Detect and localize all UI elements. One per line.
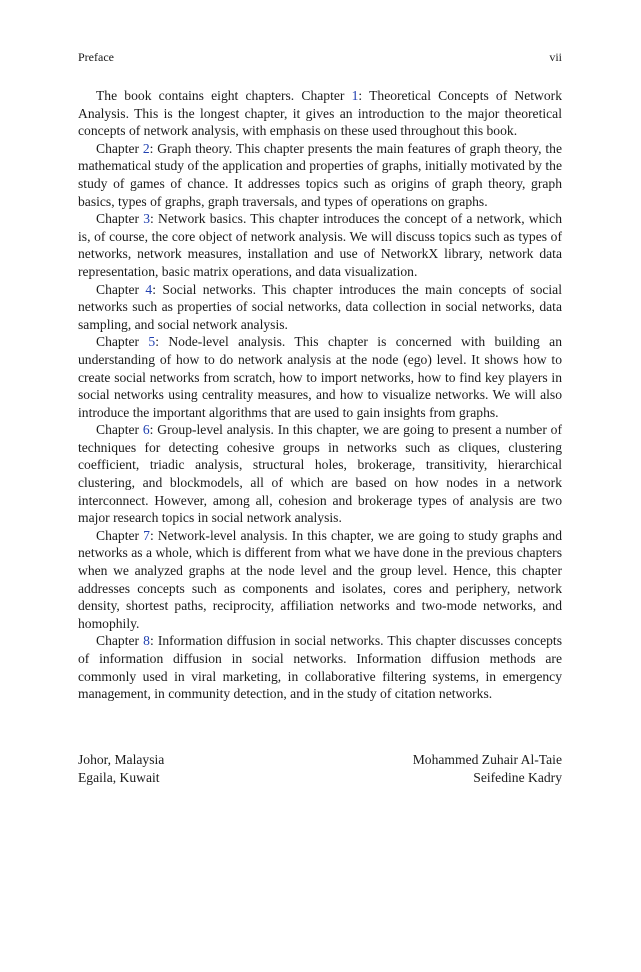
chapter-3-link[interactable]: 3 [143, 211, 151, 227]
section-title: Preface [78, 50, 114, 64]
paragraph-chapter-8 [78, 632, 562, 702]
paragraph-text: : Network-level analysis. In this chapter, we are going to study graphs and networks as a whole, which is different from what we have done in the previous chapters when we analyzed graphs at the node level and the group level. Hence, this chapter addresses concepts such as components and isolates, cores and periphery, network density, shortest paths, reciprocity, affiliation networks and two-mode networks, and homophily. [78, 527, 562, 631]
paragraph-prefix: Chapter [96, 140, 143, 156]
paragraph-text: : Network basics. This chapter introduces the concept of a network, which is, of course, the core object of network analysis. We will discuss topics such as types of networks, network measures, installation and use of NetworkX library, network data representation, basic matrix operations, and data visualization. [78, 211, 562, 279]
signature-location: Johor, Malaysia [78, 752, 165, 767]
paragraph-prefix: Chapter [96, 334, 149, 350]
paragraph-chapter-5 [78, 333, 562, 421]
paragraph-chapter-7 [78, 527, 562, 633]
paragraph-chapter-2 [78, 140, 562, 210]
paragraph-chapter-4 [78, 281, 562, 334]
paragraph-text: : Theoretical Concepts of Network Analysis. This is the longest chapter, it gives an introduction to the major theoretical concepts of network analysis, with emphasis on these used throughout this book. [78, 88, 562, 139]
signature-row [78, 769, 562, 787]
paragraph-text: The book contains eight chapters. Chapter [96, 88, 352, 103]
chapter-6-link[interactable]: 6 [142, 422, 150, 438]
paragraph-prefix: Chapter [96, 633, 144, 649]
paragraph-text: : Group-level analysis. In this chapter, we are going to present a number of techniques for detecting cohesive groups in networks such as cliques, clustering coefficient, triadic analysis, structural holes, brokerage, transitivity, hierarchical clustering, and blockmodels, all of which are based on how nodes in a network interconnect. However, among all, cohesion and brokerage types of analysis are two major research topics in social network analysis. [78, 422, 562, 526]
chapter-4-link[interactable]: 4 [145, 281, 153, 297]
signature-author: Mohammed Zuhair Al-Taie [412, 752, 562, 767]
running-head [78, 50, 562, 64]
signature-row [78, 751, 562, 769]
signature-location: Egaila, Kuwait [78, 770, 160, 785]
paragraph-prefix: Chapter [96, 281, 146, 297]
paragraph-text: : Social networks. This chapter introduces the main concepts of social networks such as properties of social networks, data collection in social networks, data sampling, and social network analysis. [78, 281, 562, 332]
chapter-7-link[interactable]: 7 [143, 527, 150, 543]
chapter-2-link[interactable]: 2 [142, 140, 150, 156]
paragraph-text: : Information diffusion in social networks. This chapter discusses concepts of information diffusion in social networks. Information diffusion methods are commonly used in viral marketing, in collaborative filtering systems, in emergency management, in community detection, and in the study of citation networks. [78, 633, 562, 702]
paragraph-intro [78, 87, 562, 140]
signature-block [78, 751, 562, 787]
paragraph-text: : Node-level analysis. This chapter is concerned with building an understanding of how to do network analysis at the node (ego) level. It shows how to create social networks from scratch, how to import networks, how to find key players in social networks using centrality measures, and how to visualize networks. We will also introduce the important algorithms that are used to gain insights from graphs. [78, 334, 563, 420]
chapter-5-link[interactable]: 5 [148, 334, 156, 350]
paragraph-chapter-6 [78, 421, 562, 527]
page-number: vii [549, 50, 562, 64]
chapter-8-link[interactable]: 8 [143, 633, 150, 649]
preface-body [78, 87, 562, 703]
signature-author: Seifedine Kadry [473, 770, 562, 785]
chapter-1-link[interactable]: 1 [351, 88, 359, 103]
paragraph-prefix: Chapter [96, 527, 144, 543]
paragraph-prefix: Chapter [96, 211, 144, 227]
paragraph-text: : Graph theory. This chapter presents the main features of graph theory, the mathematical study of the application and properties of graphs, initially motivated by the study of games of chance. It addresses topics such as origins of graph theory, graph basics, types of graphs, graph traversals, and types of operations on graphs. [78, 140, 563, 209]
paragraph-prefix: Chapter [96, 422, 143, 438]
paragraph-chapter-3 [78, 210, 562, 280]
